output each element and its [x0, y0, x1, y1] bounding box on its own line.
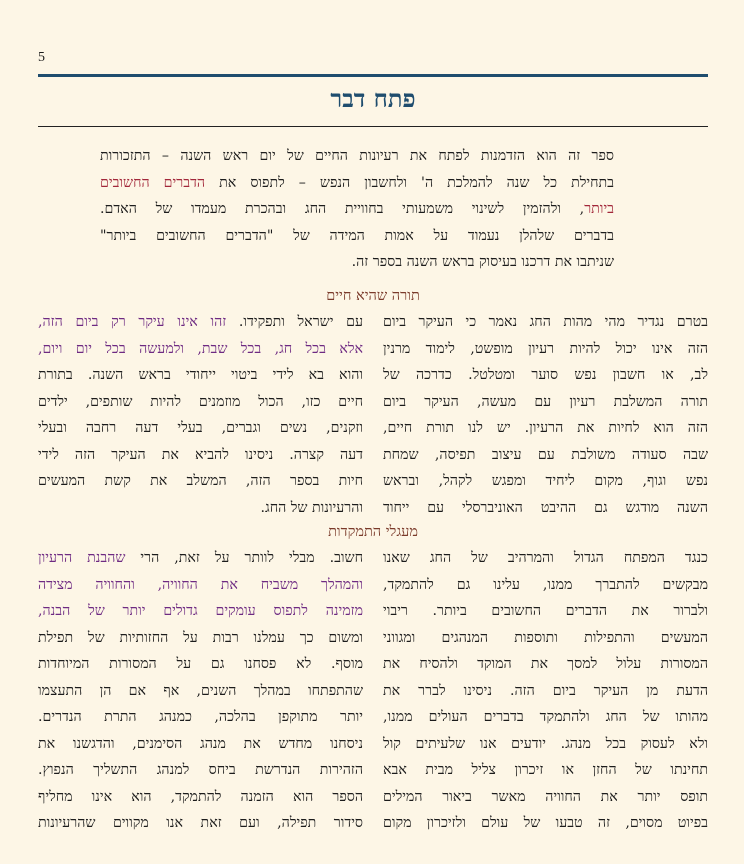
title-rule: [38, 126, 708, 127]
text-run: לב, או חשבון נפש סוער ומטלטל. כדרכה של: [383, 367, 708, 383]
text-line: [383, 572, 708, 599]
text-line: [383, 598, 708, 625]
text-line: [383, 784, 708, 811]
text-line: [38, 678, 363, 705]
text-line: [38, 757, 363, 784]
intro-line: [100, 196, 614, 223]
text-line: [383, 415, 708, 442]
text-line: [38, 731, 363, 758]
text-line: [38, 625, 363, 652]
text-line: [383, 468, 708, 495]
page-title: פתח דבר: [330, 84, 416, 113]
text-line: [38, 389, 363, 416]
text-run: חיות בספר הזה, המשלב את קשת המעשים: [38, 473, 363, 489]
text-run: שבה סעודה משולבת עם עיצוב תפיסה, שמחת: [383, 446, 708, 463]
highlighted-text: זהו אינו עיקר רק ביום הזה,: [38, 314, 227, 330]
text-line: [383, 678, 708, 705]
text-run: בפיוט מסוים, זה טבעו של עולם ולזיכרון מקום: [383, 815, 708, 831]
text-line: [383, 545, 708, 572]
section1-right-column: [383, 309, 708, 521]
section-heading-torah: תורה שהיא חיים: [326, 288, 420, 304]
text-run: ומשום כך עמלנו רבות על החזותיות של תפילת: [38, 629, 363, 646]
text-line: [383, 389, 708, 416]
highlighted-text: אלא בכל חג, בכל שבת, ולמעשה בכל יום ויום,: [38, 340, 363, 357]
text-run: והוא בא לידי ביטוי ייחודי בראש השנה. בתורת: [38, 367, 363, 383]
text-line: [38, 415, 363, 442]
text-line: [383, 757, 708, 784]
text-run: חיים כזו, הכול מוזמנים להיות שותפים, ילדים: [38, 393, 363, 410]
text-line: [383, 731, 708, 758]
text-line: [38, 784, 363, 811]
text-line: [38, 810, 363, 837]
text-run: מבקשים להתברך ממנו, עלינו גם להתמקד,: [383, 576, 708, 593]
text-run: הזהירות הנדרשת ביחס למנהג התשליך הנפוץ.: [38, 762, 363, 778]
text-run: ולא לעסוק בכל מנהג. יודעים אנו שלעיתים קול: [383, 735, 708, 752]
text-line: [38, 336, 363, 363]
text-line: [38, 572, 363, 599]
text-run: שניתבו את דרכנו בעיסוק בראש השנה בספר זה.: [351, 254, 614, 270]
text-run: נפש וגוף, מקום ליחיד ומפגש לקהל, ובראש: [383, 473, 708, 489]
text-line: [38, 362, 363, 389]
text-line: [38, 468, 363, 495]
text-run: הזה הוא לחיות את הרעיון. יש לנו תורת חיים,: [383, 420, 708, 436]
text-line: [38, 495, 363, 522]
text-run: תופס יותר את החוויה מאשר ביאור המילים: [383, 788, 708, 805]
text-line: [38, 704, 363, 731]
text-line: [383, 651, 708, 678]
section-heading-focus: מעגלי התמקדות: [328, 524, 418, 540]
intro-line: [100, 249, 614, 276]
text-line: [38, 309, 363, 336]
highlighted-text: שהבנת הרעיון: [38, 550, 126, 566]
text-run: תחינתו של החזן או זיכרון צליל מבית אבא: [383, 762, 708, 778]
text-line: [383, 810, 708, 837]
text-line: [383, 309, 708, 336]
text-line: [383, 495, 708, 522]
intro-paragraph: [100, 143, 614, 276]
text-line: [383, 336, 708, 363]
text-run: עם ישראל ותפקידו.: [226, 314, 363, 330]
text-run: הספר הוא הזמנה להתמקד, הוא אינו מחליף: [38, 788, 363, 805]
text-run: חשוב. מבלי לוותר על זאת, הרי: [125, 550, 363, 566]
text-run: בדברים שלהלן נעמוד על אמות המידה של "הדברים החשובים ביותר": [100, 227, 614, 244]
text-line: [38, 651, 363, 678]
top-rule: [38, 74, 708, 77]
text-line: [38, 598, 363, 625]
text-run: הדעת מן העיקר ביום הזה. ניסינו לברר את: [383, 682, 708, 699]
text-run: מהותו של החג ולהתמקד בדברים העולים ממנו,: [383, 709, 708, 725]
section2-right-column: [383, 545, 708, 837]
highlighted-text: הדברים החשובים: [100, 174, 206, 191]
highlighted-text: מזמינה לתפוס עומקים גדולים יותר של הבנה,: [38, 603, 363, 619]
intro-line: [100, 170, 614, 197]
section1-left-column: [38, 309, 363, 521]
text-line: [38, 545, 363, 572]
text-run: , ולהזמין לשינוי משמעותי בחוויית החג ובהכרת מעמדו של האדם.: [100, 201, 585, 217]
text-run: תורה המשלבת רעיון עם מעשה, העיקר ביום: [383, 393, 708, 410]
text-run: המעשים והתפילות ותוספות המנהגים ומגווני: [383, 629, 708, 646]
text-line: [383, 704, 708, 731]
text-run: בתחילת כל שנה להמלכת ה' ולחשבון הנפש – לתפוס את: [205, 174, 614, 191]
text-run: ספר זה הוא הזדמנות לפתח את רעיונות החיים של יום ראש השנה – התזכורות: [100, 148, 614, 164]
intro-line: [100, 223, 614, 250]
text-run: המסורות עלול למסך את המוקד ולהסיח את: [383, 656, 708, 672]
text-line: [383, 362, 708, 389]
text-run: שהתפתחו במהלך השנים, אף אם הן התעצמו: [38, 682, 363, 699]
text-run: השנה מודגש גם ההיבט האוניברסלי עם ייחוד: [383, 499, 708, 516]
text-run: ולברור את הדברים החשובים ביותר. ריבוי: [383, 603, 708, 619]
text-run: וזקנים, נשים וגברים, בעלי דעה רחבה ובעלי: [38, 420, 363, 436]
text-run: סידור תפילה, ועם זאת אנו מקווים שהרעיונות: [38, 815, 363, 831]
text-line: [383, 442, 708, 469]
text-line: [38, 442, 363, 469]
intro-line: [100, 143, 614, 170]
highlighted-text: והמהלך משביח את החוויה, והחוויה מצידה: [38, 576, 363, 593]
highlighted-text: ביותר: [584, 201, 614, 217]
text-run: מוסף. לא פסחנו גם על המסורות המיוחדות: [38, 656, 363, 672]
text-run: הזה אינו יכול להיות רעיון מופשט, לימוד מרנין: [383, 340, 708, 357]
page-number: 5: [38, 50, 45, 65]
text-run: בטרם נגדיר מהי מהות החג נאמר כי העיקר ביום: [383, 314, 708, 330]
text-run: דעה קצרה. ניסינו להביא את העיקר הזה לידי: [38, 446, 363, 463]
text-run: והרעיונות של החג.: [260, 499, 363, 516]
text-run: כנגד המפתח הגדול והמרהיב של החג שאנו: [383, 550, 708, 566]
text-line: [383, 625, 708, 652]
text-run: ניסחנו מחדש את מנהג הסימנים, והדגשנו את: [38, 735, 363, 752]
section2-left-column: [38, 545, 363, 837]
text-run: יותר מתוקפן בהלכה, כמנהג התרת הנדרים.: [38, 709, 363, 725]
